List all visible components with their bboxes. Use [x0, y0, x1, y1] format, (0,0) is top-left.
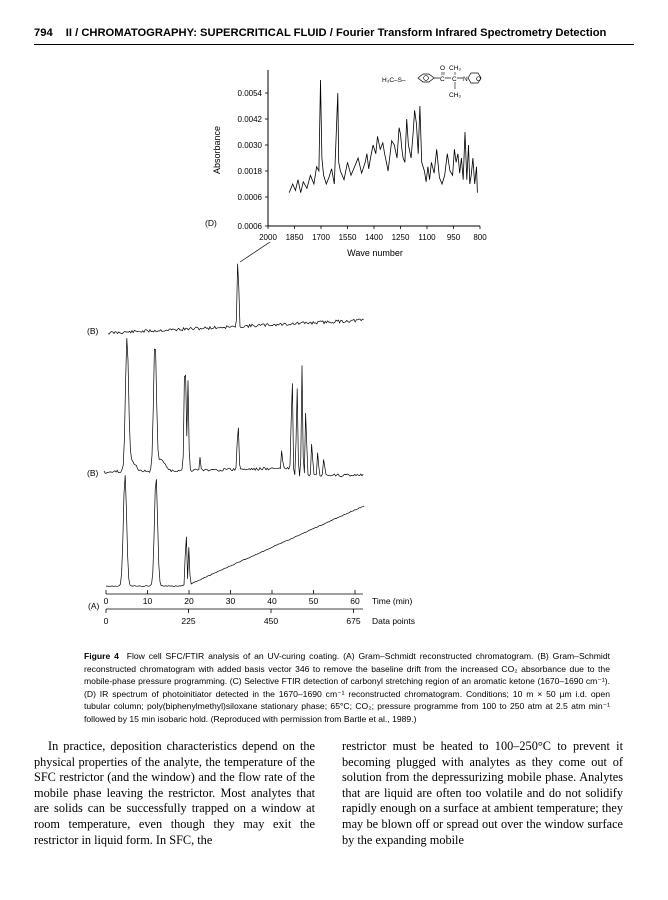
panel-label-b: (B): [87, 468, 99, 478]
figure-caption: [84, 650, 610, 726]
structure-label-methyl-bottom: CH₃: [449, 92, 462, 99]
ir-y-tick-label: 0.0030: [237, 141, 262, 150]
caption-text: Flow cell SFC/FTIR analysis of an UV-curing coating. (A) Gram–Schmidt reconstructed chromatogram. (B) Gram–Schmidt reconstructed chromatogram with added basis vector 346 to remove the baseline drift from the increased CO₂ absorbance due to the mobile-phase pressure programming. (C) Selective FTIR detection of carbonyl stretching region of an aromatic ketone (1670–1690 cm⁻¹). (D) IR spectrum of photoinitiator detected in the 1670–1690 cm⁻¹ reconstructed chromatogram. Conditions; 10 m × 50 µm i.d. open tubular column; poly(biphenylmethyl)siloxane stationary phase; 65°C; CO₂; pressure programme from 100 to 250 atm at 2.5 atm min⁻¹ followed by 15 min isobaric hold. (Reproduced with permission from Bartle et al., 1989.): [84, 651, 610, 724]
ir-y-ticks: [238, 89, 268, 231]
structure-label-carbonyl-c: C: [440, 76, 445, 83]
ir-x-tick-label: 1550: [338, 233, 357, 242]
ir-y-tick-label: 0.0006: [237, 193, 262, 202]
structure-label-oxygen: O: [440, 65, 446, 72]
structure-label-methylthio: H₃C–S–: [382, 77, 406, 84]
structure-label-methyl-top: CH₃: [449, 65, 462, 72]
ir-y-tick-label: 0.0018: [237, 167, 262, 176]
time-tick-label: 20: [184, 596, 194, 606]
time-tick-label: 60: [350, 596, 360, 606]
ir-y-tick-label: 0.0054: [237, 89, 262, 98]
trace-b: [104, 338, 363, 477]
data-axis-label: Data points: [372, 616, 415, 626]
panel-label-c: (B): [87, 326, 99, 336]
page-number: 794: [34, 27, 53, 39]
time-tick-label: 30: [225, 596, 236, 606]
panel-label-a: (A): [88, 601, 100, 611]
structure-label-ring-oxygen: O: [476, 76, 482, 83]
panel-label-d: (D): [205, 218, 217, 228]
trace-a: [106, 475, 364, 586]
time-tick-label: 40: [267, 596, 277, 606]
body-right-column: restrictor must be heated to 100–250°C to prevent it becoming plugged with analytes as they come out of solution from the depressurizing mobile phase. Analytes that are liquid are often too volatile and do not solidify rapidly enough on a surface at ambient temperature; they may be blown off or spread out over the window surface by the expanding mobile: [342, 739, 623, 847]
ir-x-ticks: [259, 226, 487, 242]
ir-x-tick-label: 1250: [391, 233, 410, 242]
running-header: [34, 27, 634, 39]
ir-y-tick-label: 0.0006: [237, 222, 262, 231]
time-tick-label: 50: [308, 596, 319, 606]
data-tick-label: 450: [263, 616, 279, 626]
body-left-column: In practice, deposition characteristics depend on the physical properties of the analyte, the temperature of the SFC restrictor (and the window) and the flow rate of the mobile phase leaving the restrictor. Most analytes that are solids can be successfully trapped on a window at room temperature, even though they may exit the restrictor in liquid form. In SFC, the: [34, 739, 315, 847]
figure-4: [0, 52, 668, 642]
ir-spectrum-panel: [205, 65, 487, 258]
ir-x-label: Wave number: [347, 248, 403, 258]
connector-line: [240, 242, 270, 262]
caption-label: Figure 4: [84, 651, 119, 661]
structure-label-quaternary-c: C: [452, 76, 457, 83]
time-axis-label: Time (min): [372, 596, 413, 606]
time-tick-label: 10: [142, 596, 153, 606]
ir-y-tick-label: 0.0042: [237, 115, 262, 124]
data-tick-label: 0: [103, 616, 109, 626]
chemical-structure: [382, 65, 481, 99]
ir-x-tick-label: 1700: [312, 233, 330, 242]
ir-x-tick-label: 800: [473, 233, 487, 242]
time-ticks: [104, 590, 360, 606]
ir-y-label: Absorbance: [212, 125, 222, 175]
header-rule: [34, 44, 634, 45]
ir-x-tick-label: 1850: [285, 233, 304, 242]
data-tick-label: 225: [181, 616, 196, 626]
ir-x-tick-label: 2000: [259, 233, 277, 242]
benzene-ring: [418, 74, 434, 82]
ir-x-tick-label: 1400: [365, 233, 383, 242]
data-ticks: [104, 609, 361, 626]
time-tick-label: 0: [103, 596, 109, 606]
running-title: II / CHROMATOGRAPHY: SUPERCRITICAL FLUID / Fourier Transform Infrared Spectrometry Detection: [65, 27, 607, 39]
data-tick-label: 675: [346, 616, 361, 626]
structure-label-nitrogen: N: [463, 76, 468, 83]
trace-c: [108, 264, 364, 335]
ir-x-tick-label: 1100: [418, 233, 436, 242]
ir-x-tick-label: 950: [446, 233, 461, 242]
